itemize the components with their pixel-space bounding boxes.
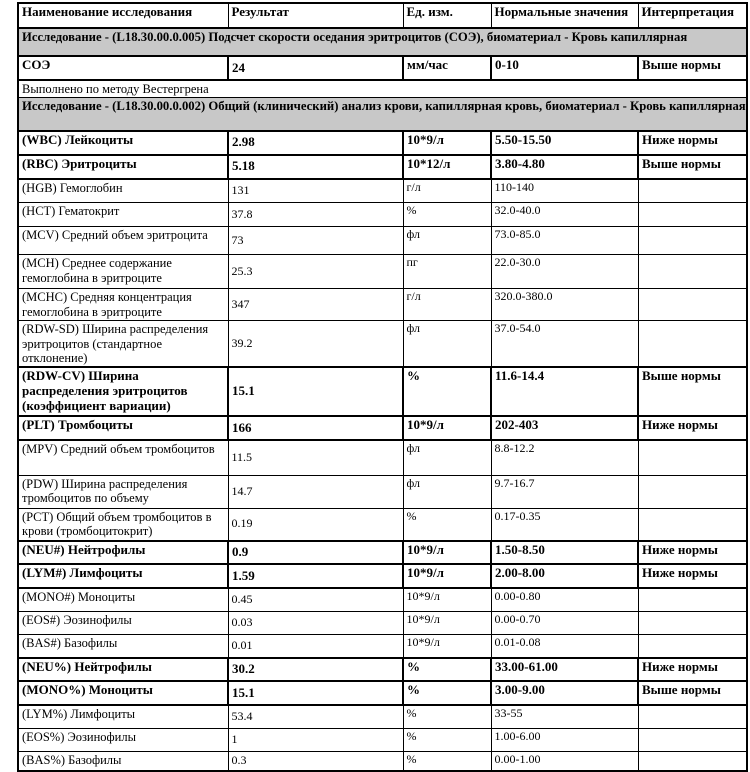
interpretation-cell: Выше нормы: [638, 681, 747, 705]
interpretation-cell: Ниже нормы: [638, 541, 747, 564]
result-row: [18, 728, 747, 751]
normal-range-cell: 33.00-61.00: [491, 658, 638, 681]
result-row: [18, 289, 747, 321]
normal-range-cell: 0.00-0.80: [491, 588, 638, 611]
unit-cell: 10*9/л: [403, 416, 491, 440]
result-cell: 11.5: [228, 440, 403, 475]
result-cell: 0.19: [228, 508, 403, 541]
column-header-unit: Ед. изм.: [403, 3, 491, 28]
interpretation-cell: Выше нормы: [638, 155, 747, 179]
test-name-cell: (MPV) Средний объем тромбоцитов: [18, 440, 228, 475]
result-cell: 0.9: [228, 541, 403, 564]
normal-range-cell: 22.0-30.0: [491, 255, 638, 289]
unit-cell: %: [403, 508, 491, 541]
test-name-cell: (RDW-CV) Ширина распределения эритроцитов (коэффициент вариации): [18, 367, 228, 416]
interpretation-cell: [638, 255, 747, 289]
unit-cell: 10*12/л: [403, 155, 491, 179]
test-name-cell: (NEU%) Нейтрофилы: [18, 658, 228, 681]
result-cell: 166: [228, 416, 403, 440]
interpretation-cell: Выше нормы: [638, 56, 747, 80]
normal-range-cell: 3.00-9.00: [491, 681, 638, 705]
test-name-cell: (MONO#) Моноциты: [18, 588, 228, 611]
result-row: [18, 475, 747, 508]
result-cell: 0.01: [228, 634, 403, 658]
result-cell: 0.45: [228, 588, 403, 611]
unit-cell: 10*9/л: [403, 588, 491, 611]
normal-range-cell: 0.17-0.35: [491, 508, 638, 541]
test-name-cell: (HCT) Гематокрит: [18, 203, 228, 227]
result-row: [18, 611, 747, 634]
test-name-cell: (MCV) Средний объем эритроцита: [18, 227, 228, 255]
test-name-cell: (PDW) Ширина распределения тромбоцитов по объему: [18, 475, 228, 508]
normal-range-cell: 3.80-4.80: [491, 155, 638, 179]
normal-range-cell: 0.01-0.08: [491, 634, 638, 658]
result-row: [18, 203, 747, 227]
result-row: [18, 416, 747, 440]
test-name-cell: (NEU#) Нейтрофилы: [18, 541, 228, 564]
result-row: [18, 131, 747, 155]
unit-cell: пг: [403, 255, 491, 289]
interpretation-cell: [638, 751, 747, 771]
normal-range-cell: 9.7-16.7: [491, 475, 638, 508]
interpretation-cell: [638, 203, 747, 227]
normal-range-cell: 0-10: [491, 56, 638, 80]
interpretation-cell: Ниже нормы: [638, 564, 747, 588]
result-cell: 1.59: [228, 564, 403, 588]
normal-range-cell: 37.0-54.0: [491, 321, 638, 368]
normal-range-cell: 202-403: [491, 416, 638, 440]
normal-range-cell: 33-55: [491, 705, 638, 728]
interpretation-cell: [638, 728, 747, 751]
test-name-cell: (BAS%) Базофилы: [18, 751, 228, 771]
unit-cell: %: [403, 367, 491, 416]
normal-range-cell: 73.0-85.0: [491, 227, 638, 255]
unit-cell: фл: [403, 321, 491, 368]
unit-cell: фл: [403, 475, 491, 508]
test-name-cell: (MCHC) Средняя концентрация гемоглобина в эритроците: [18, 289, 228, 321]
result-row: [18, 179, 747, 203]
normal-range-cell: 1.00-6.00: [491, 728, 638, 751]
result-cell: 1: [228, 728, 403, 751]
result-cell: 0.3: [228, 751, 403, 771]
test-name-cell: (LYM#) Лимфоциты: [18, 564, 228, 588]
interpretation-cell: [638, 588, 747, 611]
interpretation-cell: [638, 611, 747, 634]
test-name-cell: (RBC) Эритроциты: [18, 155, 228, 179]
normal-range-cell: 0.00-0.70: [491, 611, 638, 634]
unit-cell: %: [403, 658, 491, 681]
result-cell: 30.2: [228, 658, 403, 681]
interpretation-cell: [638, 475, 747, 508]
test-name-cell: (RDW-SD) Ширина распределения эритроцитов (стандартное отклонение): [18, 321, 228, 368]
test-name-cell: (EOS%) Эозинофилы: [18, 728, 228, 751]
interpretation-cell: [638, 440, 747, 475]
result-cell: 39.2: [228, 321, 403, 368]
result-row: [18, 155, 747, 179]
test-name-cell: (PCT) Общий объем тромбоцитов в крови (тромбоцитокрит): [18, 508, 228, 541]
method-note-row: [18, 80, 747, 98]
result-cell: 53.4: [228, 705, 403, 728]
result-cell: 2.98: [228, 131, 403, 155]
lab-results-table: [17, 2, 748, 772]
unit-cell: фл: [403, 227, 491, 255]
unit-cell: 10*9/л: [403, 541, 491, 564]
normal-range-cell: 32.0-40.0: [491, 203, 638, 227]
test-name-cell: СОЭ: [18, 56, 228, 80]
column-header-result: Результат: [228, 3, 403, 28]
result-cell: 25.3: [228, 255, 403, 289]
unit-cell: 10*9/л: [403, 564, 491, 588]
column-header-interpretation: Интерпретация: [638, 3, 747, 28]
result-row: [18, 255, 747, 289]
result-cell: 15.1: [228, 681, 403, 705]
normal-range-cell: 8.8-12.2: [491, 440, 638, 475]
interpretation-cell: [638, 289, 747, 321]
result-row: [18, 588, 747, 611]
unit-cell: %: [403, 728, 491, 751]
test-name-cell: (MONO%) Моноциты: [18, 681, 228, 705]
normal-range-cell: 1.50-8.50: [491, 541, 638, 564]
result-cell: 347: [228, 289, 403, 321]
interpretation-cell: [638, 705, 747, 728]
unit-cell: 10*9/л: [403, 634, 491, 658]
section-header-label: Исследование - (L18.30.00.0.002) Общий (клинический) анализ крови, капиллярная кровь, биоматериал - Кровь капиллярная: [18, 98, 747, 131]
interpretation-cell: [638, 227, 747, 255]
result-row: [18, 56, 747, 80]
result-row: [18, 634, 747, 658]
test-name-cell: (HGB) Гемоглобин: [18, 179, 228, 203]
test-name-cell: (EOS#) Эозинофилы: [18, 611, 228, 634]
unit-cell: %: [403, 751, 491, 771]
section-header-label: Исследование - (L18.30.00.0.005) Подсчет скорости оседания эритроцитов (СОЭ), биоматериал - Кровь капиллярная: [18, 28, 747, 56]
result-cell: 15.1: [228, 367, 403, 416]
normal-range-cell: 2.00-8.00: [491, 564, 638, 588]
result-row: [18, 751, 747, 771]
result-row: [18, 508, 747, 541]
unit-cell: %: [403, 705, 491, 728]
result-row: [18, 658, 747, 681]
unit-cell: г/л: [403, 289, 491, 321]
result-cell: 37.8: [228, 203, 403, 227]
unit-cell: %: [403, 681, 491, 705]
result-cell: 5.18: [228, 155, 403, 179]
interpretation-cell: Ниже нормы: [638, 131, 747, 155]
result-row: [18, 541, 747, 564]
test-name-cell: (PLT) Тромбоциты: [18, 416, 228, 440]
result-cell: 131: [228, 179, 403, 203]
unit-cell: фл: [403, 440, 491, 475]
result-row: [18, 564, 747, 588]
result-row: [18, 440, 747, 475]
normal-range-cell: 11.6-14.4: [491, 367, 638, 416]
test-name-cell: (BAS#) Базофилы: [18, 634, 228, 658]
result-cell: 24: [228, 56, 403, 80]
result-row: [18, 681, 747, 705]
column-header-test-name: Наименование исследования: [18, 3, 228, 28]
normal-range-cell: 110-140: [491, 179, 638, 203]
result-cell: 73: [228, 227, 403, 255]
unit-cell: %: [403, 203, 491, 227]
normal-range-cell: 0.00-1.00: [491, 751, 638, 771]
result-cell: 0.03: [228, 611, 403, 634]
column-header-normal-range: Нормальные значения: [491, 3, 638, 28]
unit-cell: 10*9/л: [403, 131, 491, 155]
interpretation-cell: [638, 321, 747, 368]
normal-range-cell: 320.0-380.0: [491, 289, 638, 321]
interpretation-cell: [638, 179, 747, 203]
table-header-row: [18, 3, 747, 28]
result-row: [18, 321, 747, 368]
result-cell: 14.7: [228, 475, 403, 508]
section-header-row: [18, 98, 747, 131]
section-header-row: [18, 28, 747, 56]
result-row: [18, 227, 747, 255]
unit-cell: мм/час: [403, 56, 491, 80]
unit-cell: г/л: [403, 179, 491, 203]
interpretation-cell: [638, 634, 747, 658]
test-name-cell: (WBC) Лейкоциты: [18, 131, 228, 155]
test-name-cell: (MCH) Среднее содержание гемоглобина в эритроците: [18, 255, 228, 289]
result-row: [18, 705, 747, 728]
test-name-cell: (LYM%) Лимфоциты: [18, 705, 228, 728]
normal-range-cell: 5.50-15.50: [491, 131, 638, 155]
interpretation-cell: Ниже нормы: [638, 658, 747, 681]
interpretation-cell: Выше нормы: [638, 367, 747, 416]
result-row: [18, 367, 747, 416]
unit-cell: 10*9/л: [403, 611, 491, 634]
interpretation-cell: [638, 508, 747, 541]
method-note-label: Выполнено по методу Вестергрена: [18, 80, 747, 98]
interpretation-cell: Ниже нормы: [638, 416, 747, 440]
